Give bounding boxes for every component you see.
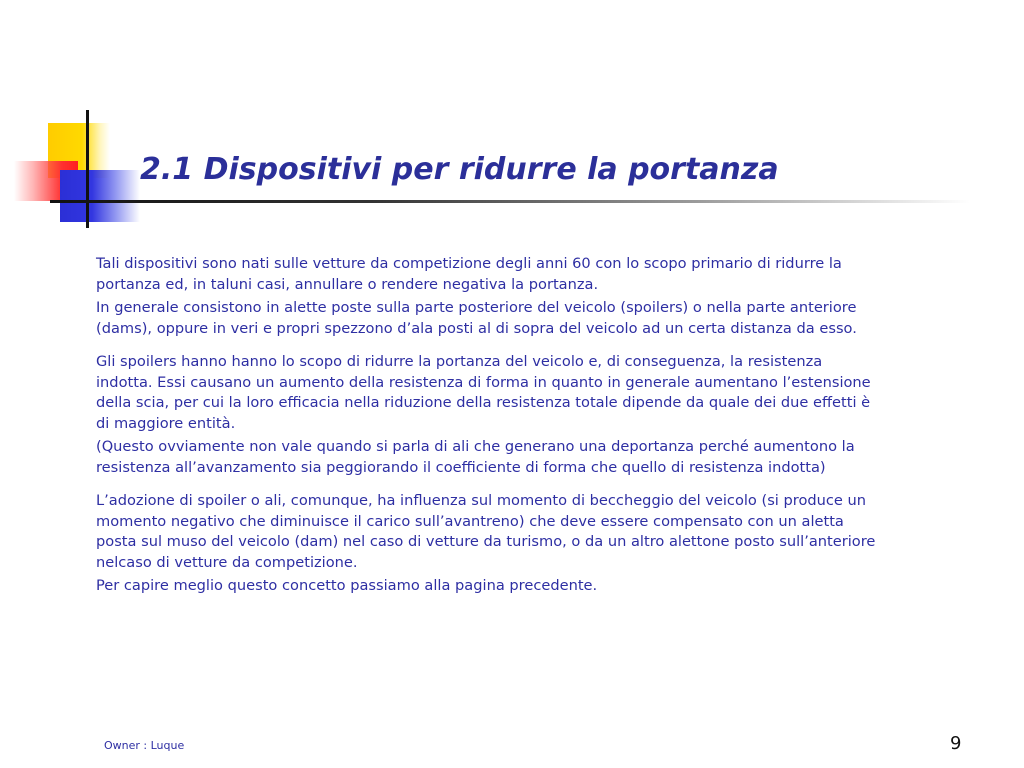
page-number: 9 bbox=[950, 733, 962, 754]
slide-body bbox=[96, 254, 878, 597]
paragraph-note: (Questo ovviamente non vale quando si parla di ali che generano una deportanza perché aumentono la resistenza all’avanzamento sia peggiorando il coefficiente di forma che quello di resistenza indotta) bbox=[96, 438, 855, 476]
title-underline bbox=[50, 200, 970, 203]
paragraph-origin: Tali dispositivi sono nati sulle vetture da competizione degli anni 60 con lo scopo primario di ridurre la portanza ed, in taluni casi, annullare o rendere negativa la portanza. bbox=[96, 255, 842, 293]
paragraph-reference: Per capire meglio questo concetto passiamo alla pagina precedente. bbox=[96, 577, 598, 594]
decor-blue-square bbox=[60, 170, 140, 222]
footer-owner: Owner : Luque bbox=[104, 739, 185, 752]
paragraph-spoilers: Gli spoilers hanno hanno lo scopo di ridurre la portanza del veicolo e, di conseguenza, la resistenza indotta. Essi causano un aumento della resistenza di forma in quanto in generale aumentano l’estensione della scia, per cui la loro efficacia nella riduzione della resistenza totale dipende da quale dei due effetti è di maggiore entità. bbox=[96, 353, 871, 432]
paragraph-types: In generale consistono in alette poste sulla parte posteriore del veicolo (spoilers) o nella parte anteriore (dams), oppure in veri e propri spezzono d’ala posti al di sopra del veicolo ad un certa distanza da esso. bbox=[96, 299, 857, 337]
paragraph-pitch-moment: L’adozione di spoiler o ali, comunque, ha influenza sul momento di beccheggio del veicolo (si produce un momento negativo che diminuisce il carico sull’avantreno) che deve essere compensato con un aletta posta sul muso del veicolo (dam) nel caso di vetture da turismo, o da un altro alettone posto sull’anteriore nelcaso di vetture da competizione. bbox=[96, 492, 876, 571]
decor-vertical-line bbox=[86, 110, 89, 228]
slide-title: 2.1 Dispositivi per ridurre la portanza bbox=[140, 152, 779, 187]
